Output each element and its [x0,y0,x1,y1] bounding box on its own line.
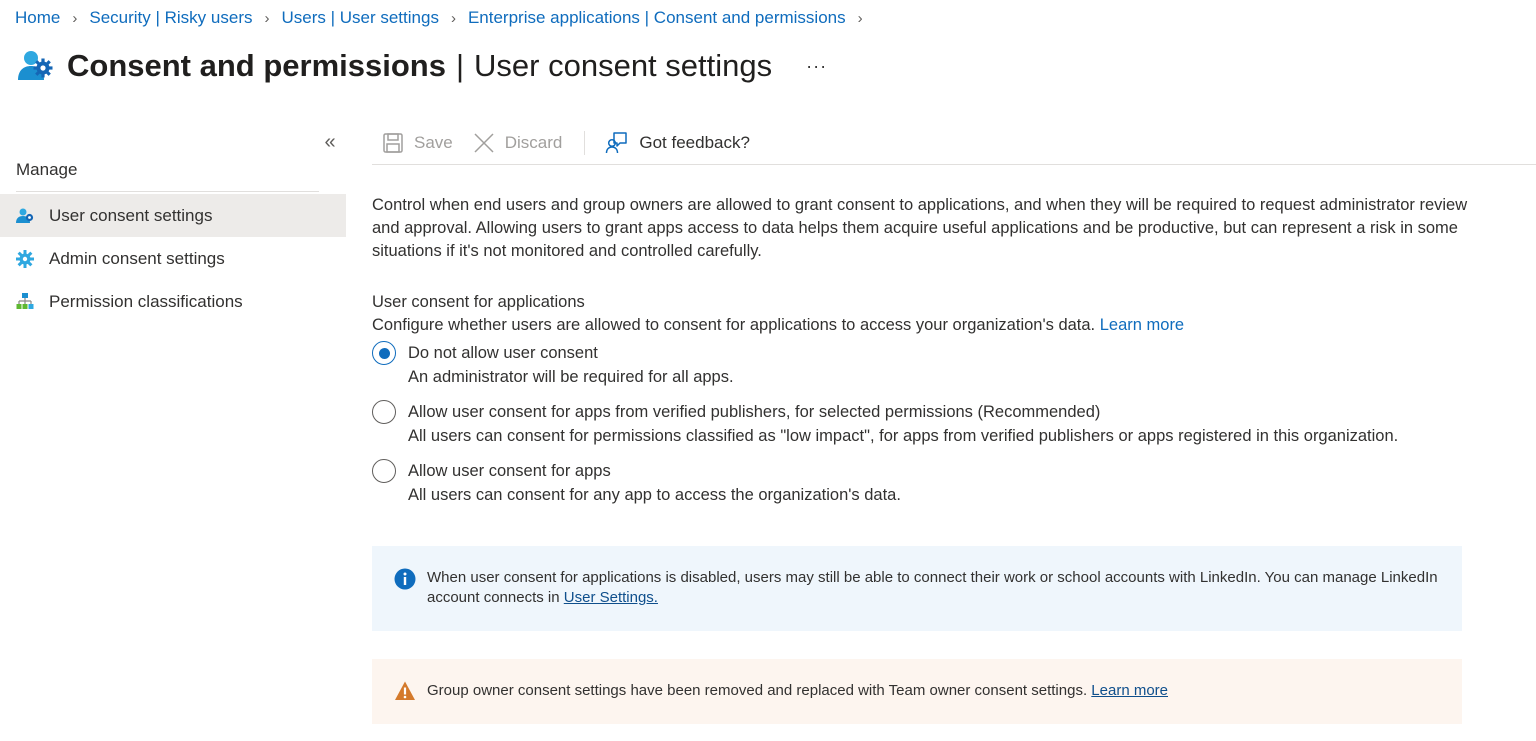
option-label: Do not allow user consent [408,344,598,362]
save-icon [382,132,404,154]
chevron-right-icon: › [857,9,863,27]
warning-learn-more-link[interactable]: Learn more [1091,682,1169,699]
radio-button[interactable] [372,341,396,365]
sidebar-heading: Manage [16,160,78,179]
radio-button[interactable] [372,400,396,424]
sidebar-item-user-consent-settings[interactable] [0,194,346,237]
info-banner [372,546,1462,631]
breadcrumb-home[interactable]: Home [15,8,61,27]
user-consent-radio-group [372,341,1472,507]
hierarchy-icon [15,292,35,312]
warning-icon [394,680,416,702]
feedback-button[interactable] [605,131,750,155]
chevron-right-icon: › [72,9,78,27]
discard-button[interactable] [473,132,563,154]
feedback-icon [605,131,629,155]
sidebar-divider [16,191,319,192]
section-description-text: Configure whether users are allowed to consent for applications to access your organization's data. [372,316,1096,334]
info-banner-message: When user consent for applications is disabled, users may still be able to connect their work or school accounts with LinkedIn. You can manage LinkedIn account connects in [427,569,1438,606]
warning-banner [372,659,1462,724]
title-separator: | [455,48,465,83]
user-settings-link[interactable]: User Settings. [563,589,658,606]
option-description: All users can consent for any app to access the organization's data. [408,486,901,504]
discard-label: Discard [504,132,563,152]
radio-option-do-not-allow[interactable] [372,341,1472,389]
learn-more-link[interactable]: Learn more [1099,316,1185,334]
sidebar-item-label: Admin consent settings [49,248,225,268]
info-icon [394,568,416,590]
save-label: Save [414,132,453,152]
radio-option-verified-publishers[interactable] [372,400,1472,448]
more-options-button[interactable]: ··· [806,55,828,76]
section-title: User consent for applications [372,293,585,311]
radio-option-allow-all[interactable] [372,459,1472,507]
close-icon [473,132,495,154]
main-content [372,194,1472,507]
breadcrumb-enterprise-applications[interactable]: Enterprise applications | Consent and permissions [467,8,846,27]
section-description [372,314,1472,337]
user-gear-icon [15,46,55,86]
radio-button[interactable] [372,459,396,483]
chevron-right-icon: › [450,9,456,27]
page-title: Consent and permissions [67,48,446,83]
toolbar-divider [584,131,585,155]
command-bar [372,121,1536,165]
sidebar-item-label: User consent settings [49,205,213,225]
option-label: Allow user consent for apps from verified publishers, for selected permissions (Recommended) [408,403,1101,421]
option-label: Allow user consent for apps [408,462,611,480]
user-gear-icon [15,206,35,226]
collapse-sidebar-button[interactable]: « [324,131,336,153]
breadcrumb [15,6,875,30]
feedback-label: Got feedback? [639,132,750,152]
warning-banner-text [427,681,1168,701]
warning-banner-message: Group owner consent settings have been removed and replaced with Team owner consent settings. [427,682,1088,699]
info-banner-text [427,568,1442,608]
option-description: All users can consent for permissions classified as "low impact", for apps from verified publishers or apps registered in this organization. [408,427,1399,445]
gear-icon [15,249,35,269]
intro-text: Control when end users and group owners are allowed to grant consent to applications, and when they will be required to request administrator review and approval. Allowing users to grant apps access to data helps them acquire useful applications and be productive, but can represent a risk in some situations if it's not monitored and controlled carefully. [372,196,1468,260]
chevron-right-icon: › [264,9,270,27]
sidebar-item-admin-consent-settings[interactable] [0,237,346,280]
save-button[interactable] [382,132,453,154]
radio-dot [379,348,390,359]
option-description: An administrator will be required for all apps. [408,368,734,386]
page-subtitle: User consent settings [474,48,773,83]
sidebar-item-permission-classifications[interactable] [0,280,346,323]
sidebar-item-label: Permission classifications [49,291,243,311]
breadcrumb-user-settings[interactable]: Users | User settings [281,8,439,27]
page-header [15,42,827,90]
breadcrumb-risky-users[interactable]: Security | Risky users [89,8,253,27]
